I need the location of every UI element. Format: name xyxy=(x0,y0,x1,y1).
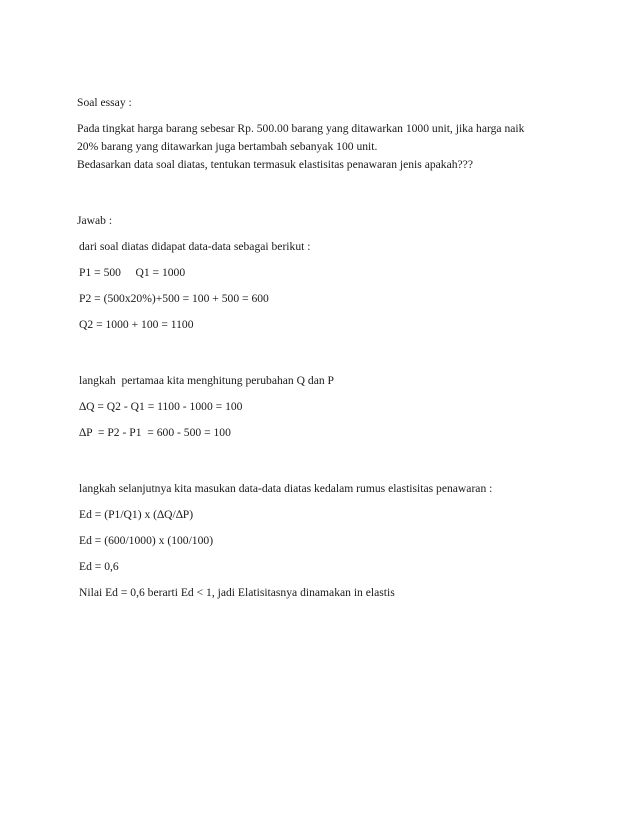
elasticity-formula: Ed = (P1/Q1) x (∆Q/∆P) xyxy=(79,508,194,521)
document-body xyxy=(77,94,577,602)
given-p2: P2 = (500x20%)+500 = 100 + 500 = 600 xyxy=(79,292,269,305)
given-q2: Q2 = 1000 + 100 = 1100 xyxy=(79,318,194,331)
delta-q-equation: ∆Q = Q2 - Q1 = 1100 - 1000 = 100 xyxy=(79,400,243,413)
question-heading: Soal essay : xyxy=(77,96,132,109)
conclusion-text: Nilai Ed = 0,6 berarti Ed < 1, jadi Elatisitasnya dinamakan in elastis xyxy=(79,586,395,599)
question-line-2: 20% barang yang ditawarkan juga bertambah sebanyak 100 unit. xyxy=(77,140,378,153)
given-p1-q1: P1 = 500 Q1 = 1000 xyxy=(79,266,186,279)
delta-p-equation: ∆P = P2 - P1 = 600 - 500 = 100 xyxy=(79,426,231,439)
question-line-1: Pada tingkat harga barang sebesar Rp. 500.00 barang yang ditawarkan 1000 unit, jika harga naik xyxy=(77,122,525,135)
step-two-text: langkah selanjutnya kita masukan data-data diatas kedalam rumus elastisitas penawaran : xyxy=(79,482,493,495)
elasticity-result: Ed = 0,6 xyxy=(79,560,119,573)
question-line-3: Bedasarkan data soal diatas, tentukan termasuk elastisitas penawaran jenis apakah??? xyxy=(77,158,473,171)
elasticity-substitution: Ed = (600/1000) x (100/100) xyxy=(79,534,214,547)
answer-intro: dari soal diatas didapat data-data sebagai berikut : xyxy=(79,240,311,253)
answer-heading: Jawab : xyxy=(77,214,113,227)
step-one-text: langkah pertamaa kita menghitung perubahan Q dan P xyxy=(79,374,334,387)
